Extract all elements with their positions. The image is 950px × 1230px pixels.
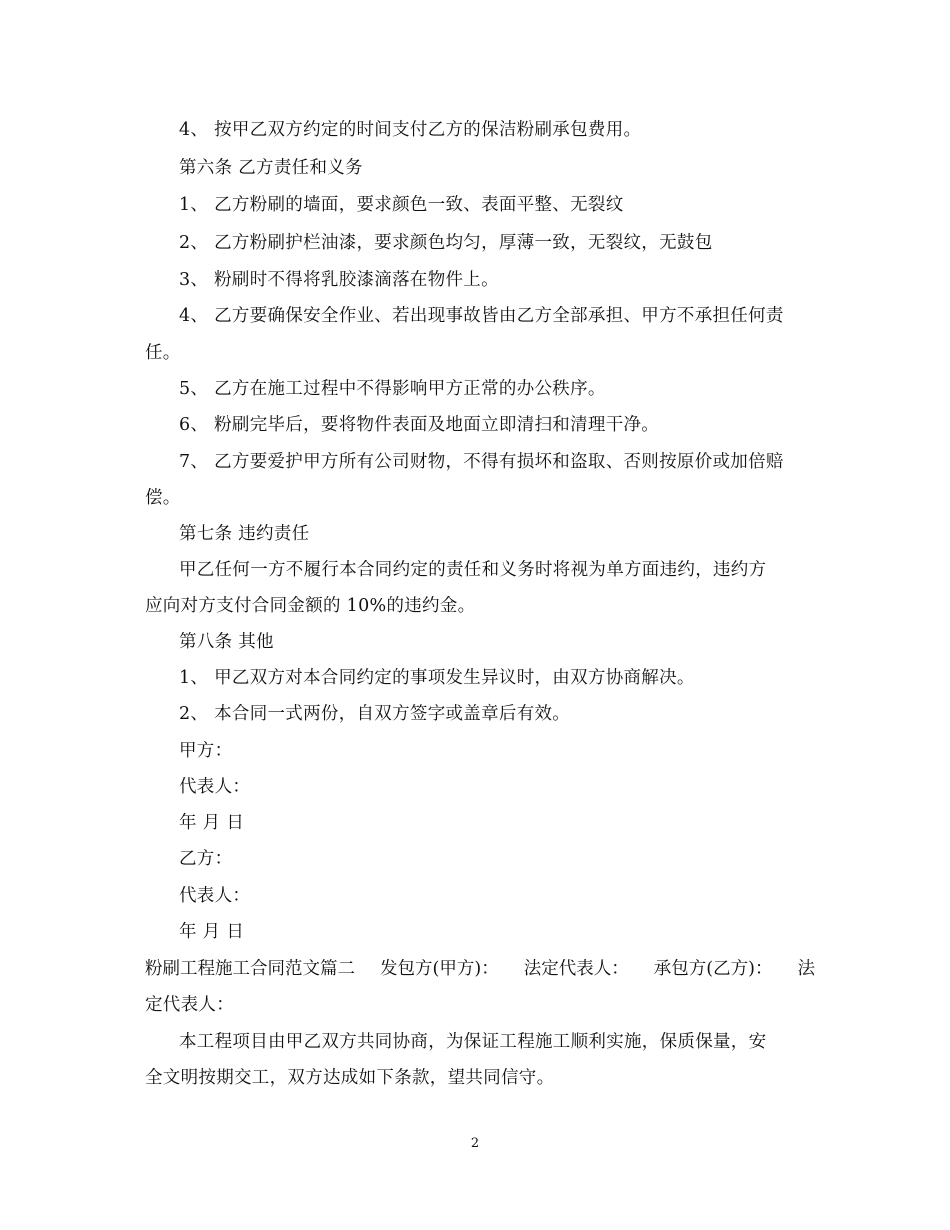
article-6-item-6: 6、 粉刷完毕后，要将物件表面及地面立即清扫和清理干净。 <box>179 415 660 435</box>
article-7-heading: 第七条 违约责任 <box>179 524 310 544</box>
article-8-item-1: 1、 甲乙双方对本合同约定的事项发生异议时，由双方协商解决。 <box>179 668 695 688</box>
party-b-representative: 代表人： <box>179 886 251 906</box>
section-two-intro: 本工程项目由甲乙双方共同协商，为保证工程施工顺利实施，保质保量，安 <box>179 1032 767 1052</box>
article-6-item-1: 1、 乙方粉刷的墙面，要求颜色一致、表面平整、无裂纹 <box>179 195 624 215</box>
party-b-label: 乙方： <box>179 849 233 869</box>
article-6-item-4-cont: 任。 <box>145 343 181 363</box>
party-a-label: 甲方： <box>179 741 233 761</box>
article-7-text-cont: 应向对方支付合同金额的 10%的违约金。 <box>145 596 476 616</box>
legal-rep-label-start: 法 <box>797 959 815 979</box>
article-7-text: 甲乙任何一方不履行本合同约定的责任和义务时将视为单方面违约，违约方 <box>179 560 767 580</box>
section-two-title: 粉刷工程施工合同范文篇二 <box>145 959 355 979</box>
article-8-item-2: 2、 本合同一式两份，自双方签字或盖章后有效。 <box>179 704 571 724</box>
article-6-item-5: 5、 乙方在施工过程中不得影响甲方正常的办公秩序。 <box>179 379 606 399</box>
party-a-date: 年 月 日 <box>179 813 245 833</box>
party-b-date: 年 月 日 <box>179 922 245 942</box>
section-two-heading-cont: 定代表人： <box>145 995 234 1015</box>
party-a-representative: 代表人： <box>179 777 251 797</box>
section-two-intro-cont: 全文明按期交工，双方达成如下条款，望共同信守。 <box>145 1068 555 1088</box>
article-6-item-7-cont: 偿。 <box>145 488 181 508</box>
clause-4-payment: 4、 按甲乙双方约定的时间支付乙方的保洁粉刷承包费用。 <box>179 120 642 140</box>
page-number: 2 <box>470 1136 480 1151</box>
subcontractor-label: 承包方(乙方)： <box>653 959 773 979</box>
article-6-item-3: 3、 粉刷时不得将乳胶漆滴落在物件上。 <box>179 270 499 290</box>
article-8-heading: 第八条 其他 <box>179 632 274 652</box>
contractor-label: 发包方(甲方)： <box>380 959 499 979</box>
article-6-item-7: 7、 乙方要爱护甲方所有公司财物，不得有损坏和盗取、否则按原价或加倍赔 <box>179 452 784 472</box>
article-6-item-4: 4、 乙方要确保安全作业、若出现事故皆由乙方全部承担、甲方不承担任何责 <box>179 306 784 326</box>
section-two-heading <box>145 957 815 981</box>
legal-rep-label: 法定代表人： <box>523 959 629 979</box>
article-6-heading: 第六条 乙方责任和义务 <box>179 158 363 178</box>
article-6-item-2: 2、 乙方粉刷护栏油漆，要求颜色均匀，厚薄一致，无裂纹，无鼓包 <box>179 233 713 253</box>
